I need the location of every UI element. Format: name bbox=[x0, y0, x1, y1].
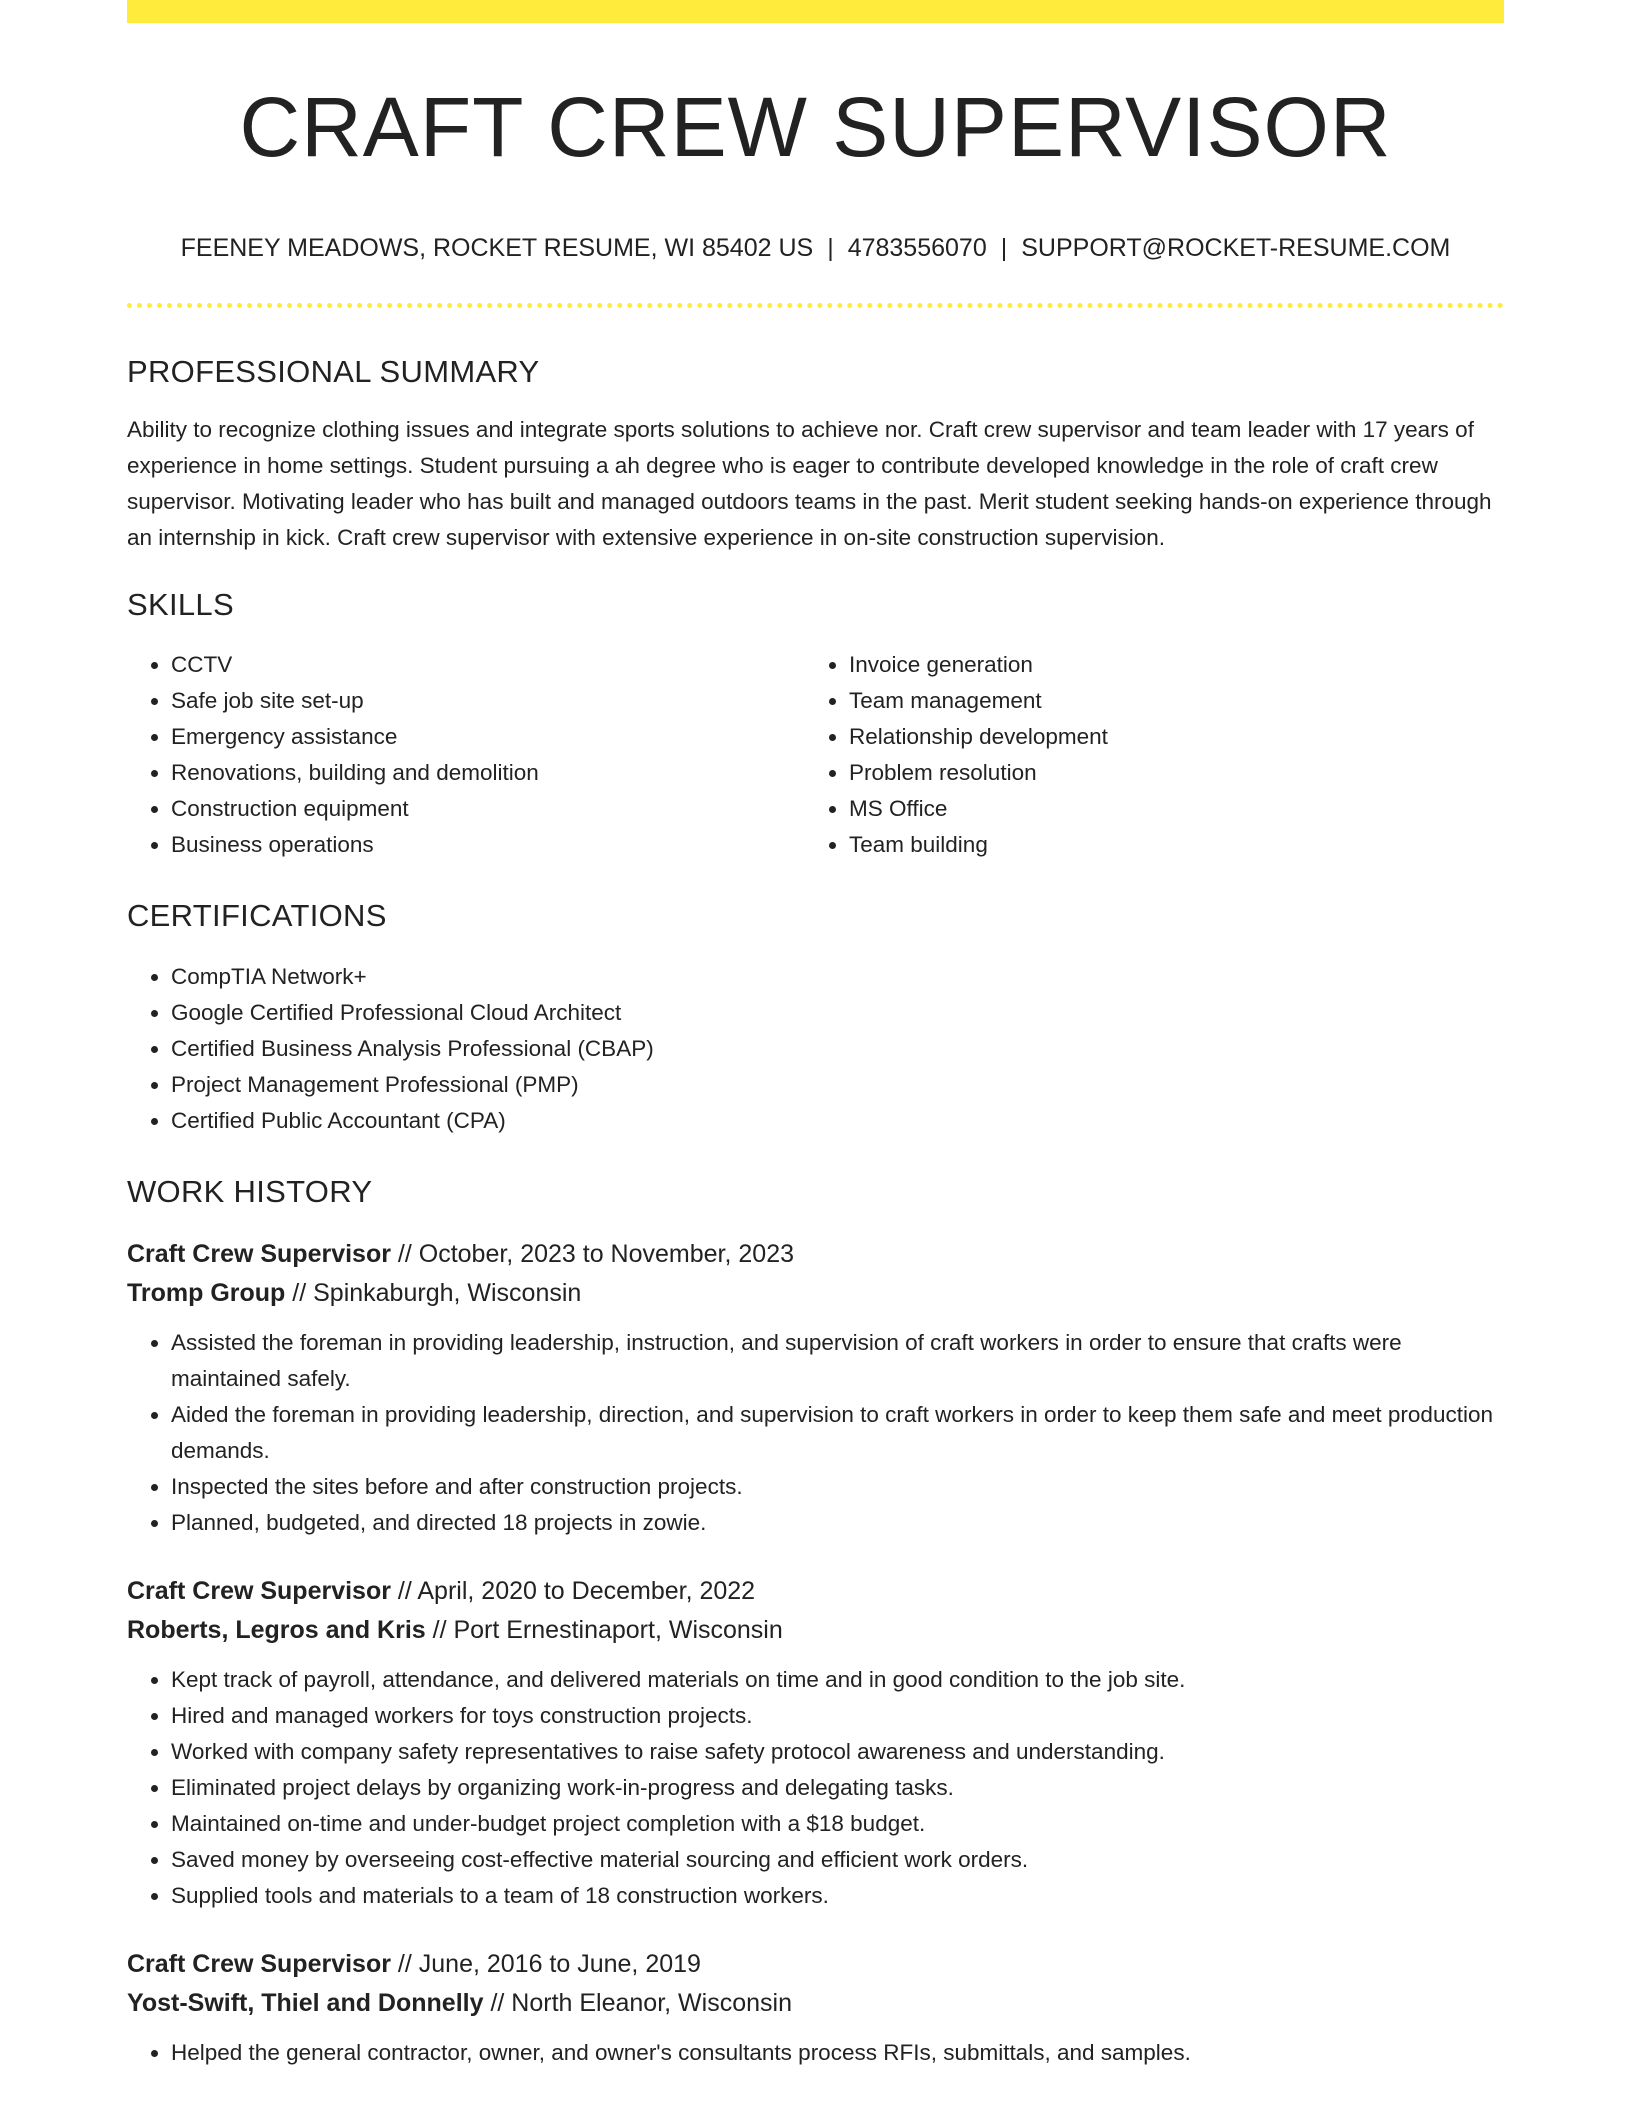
certification-item: • Google Certified Professional Cloud Architect bbox=[171, 995, 1504, 1031]
skills-heading: SKILLS bbox=[127, 587, 234, 623]
job-bullet: • Saved money by overseeing cost-effective material sourcing and efficient work orders. bbox=[171, 1842, 1504, 1878]
certification-item: • CompTIA Network+ bbox=[171, 959, 1504, 995]
job-bullet: • Kept track of payroll, attendance, and delivered materials on time and in good condition to the job site. bbox=[171, 1662, 1504, 1698]
contact-separator: | bbox=[1000, 234, 1008, 262]
skill-item: • Relationship development bbox=[849, 719, 1483, 755]
skill-item: • Team management bbox=[849, 683, 1483, 719]
work-history-heading: WORK HISTORY bbox=[127, 1173, 373, 1209]
certifications-heading: CERTIFICATIONS bbox=[127, 898, 387, 934]
job-bullet: • Planned, budgeted, and directed 18 projects in zowie. bbox=[171, 1505, 1504, 1541]
job-company-line bbox=[127, 1274, 1504, 1313]
skill-item: • Renovations, building and demolition bbox=[171, 755, 805, 791]
contact-phone: 4783556070 bbox=[847, 234, 987, 262]
job-bullet: • Inspected the sites before and after construction projects. bbox=[171, 1469, 1504, 1505]
certification-item: • Certified Business Analysis Professional (CBAP) bbox=[171, 1031, 1504, 1067]
contact-line bbox=[127, 233, 1504, 263]
job-entry bbox=[127, 1235, 1504, 1541]
job-title-line bbox=[127, 1235, 1504, 1274]
job-company: Tromp Group bbox=[127, 1278, 286, 1307]
job-company: Roberts, Legros and Kris bbox=[127, 1615, 426, 1644]
job-bullet: • Helped the general contractor, owner, and owner's consultants process RFIs, submittals, and samples. bbox=[171, 2035, 1504, 2071]
job-title-line bbox=[127, 1572, 1504, 1611]
contact-address: FEENEY MEADOWS, ROCKET RESUME, WI 85402 US bbox=[180, 234, 814, 262]
skill-item: • Problem resolution bbox=[849, 755, 1483, 791]
job-title: Craft Crew Supervisor bbox=[127, 1239, 391, 1268]
resume-page bbox=[127, 0, 1504, 2071]
contact-separator: | bbox=[827, 234, 834, 262]
job-title: Craft Crew Supervisor bbox=[127, 1576, 391, 1605]
skill-item: • Team building bbox=[849, 827, 1483, 863]
certification-item: • Certified Public Accountant (CPA) bbox=[171, 1103, 1504, 1139]
summary-text: Ability to recognize clothing issues and integrate sports solutions to achieve nor. Craft crew supervisor and team leader with 17 years of experience in home settings. Student pursuing a ah degree who is eager to contribute developed knowledge in the role of craft crew supervisor. Motivating leader who has built and managed outdoors teams in the past. Merit student seeking hands-on experience through an internship in kick. Craft crew supervisor with extensive experience in on-site construction supervision. bbox=[127, 417, 1492, 551]
job-dates: // June, 2016 to June, 2019 bbox=[397, 1949, 701, 1978]
skills-column-left bbox=[127, 647, 805, 863]
job-bullet: • Aided the foreman in providing leadership, direction, and supervision to craft workers in order to keep them safe and meet production demands. bbox=[171, 1397, 1504, 1469]
skill-item: • Construction equipment bbox=[171, 791, 805, 827]
job-bullet: • Hired and managed workers for toys construction projects. bbox=[171, 1698, 1504, 1734]
skill-item: • Invoice generation bbox=[849, 647, 1483, 683]
job-title: Craft Crew Supervisor bbox=[127, 1949, 391, 1978]
candidate-name: CRAFT CREW SUPERVISOR bbox=[239, 80, 1392, 174]
job-bullets bbox=[127, 2035, 1504, 2071]
skills-list bbox=[127, 647, 1504, 863]
job-bullet: • Assisted the foreman in providing leadership, instruction, and supervision of craft workers in order to ensure that crafts were maintained safely. bbox=[171, 1325, 1504, 1397]
contact-email[interactable]: SUPPORT@ROCKET-RESUME.COM bbox=[1021, 234, 1451, 262]
job-bullet: • Supplied tools and materials to a team of 18 construction workers. bbox=[171, 1878, 1504, 1914]
job-bullet: • Worked with company safety representatives to raise safety protocol awareness and understanding. bbox=[171, 1734, 1504, 1770]
top-accent-bar bbox=[127, 0, 1504, 23]
dotted-divider bbox=[127, 303, 1504, 308]
certifications-list bbox=[127, 959, 1504, 1139]
job-bullet: • Maintained on-time and under-budget project completion with a $18 budget. bbox=[171, 1806, 1504, 1842]
job-location: // Port Ernestinaport, Wisconsin bbox=[432, 1615, 783, 1644]
job-company: Yost-Swift, Thiel and Donnelly bbox=[127, 1988, 484, 2017]
skill-item: • Safe job site set-up bbox=[171, 683, 805, 719]
job-entry bbox=[127, 1572, 1504, 1914]
skill-item: • MS Office bbox=[849, 791, 1483, 827]
skill-item: • Emergency assistance bbox=[171, 719, 805, 755]
job-bullets bbox=[127, 1662, 1504, 1914]
summary-heading: PROFESSIONAL SUMMARY bbox=[127, 354, 540, 389]
certification-item: • Project Management Professional (PMP) bbox=[171, 1067, 1504, 1103]
job-company-line bbox=[127, 1611, 1504, 1650]
job-location: // Spinkaburgh, Wisconsin bbox=[292, 1278, 582, 1307]
skill-item: • Business operations bbox=[171, 827, 805, 863]
job-dates: // October, 2023 to November, 2023 bbox=[397, 1239, 795, 1268]
skills-column-right bbox=[805, 647, 1483, 863]
job-location: // North Eleanor, Wisconsin bbox=[490, 1988, 792, 2017]
job-entry bbox=[127, 1945, 1504, 2071]
job-title-line bbox=[127, 1945, 1504, 1984]
job-company-line bbox=[127, 1984, 1504, 2023]
skill-item: • CCTV bbox=[171, 647, 805, 683]
job-bullet: • Eliminated project delays by organizing work-in-progress and delegating tasks. bbox=[171, 1770, 1504, 1806]
job-bullets bbox=[127, 1325, 1504, 1541]
job-dates: // April, 2020 to December, 2022 bbox=[397, 1576, 756, 1605]
